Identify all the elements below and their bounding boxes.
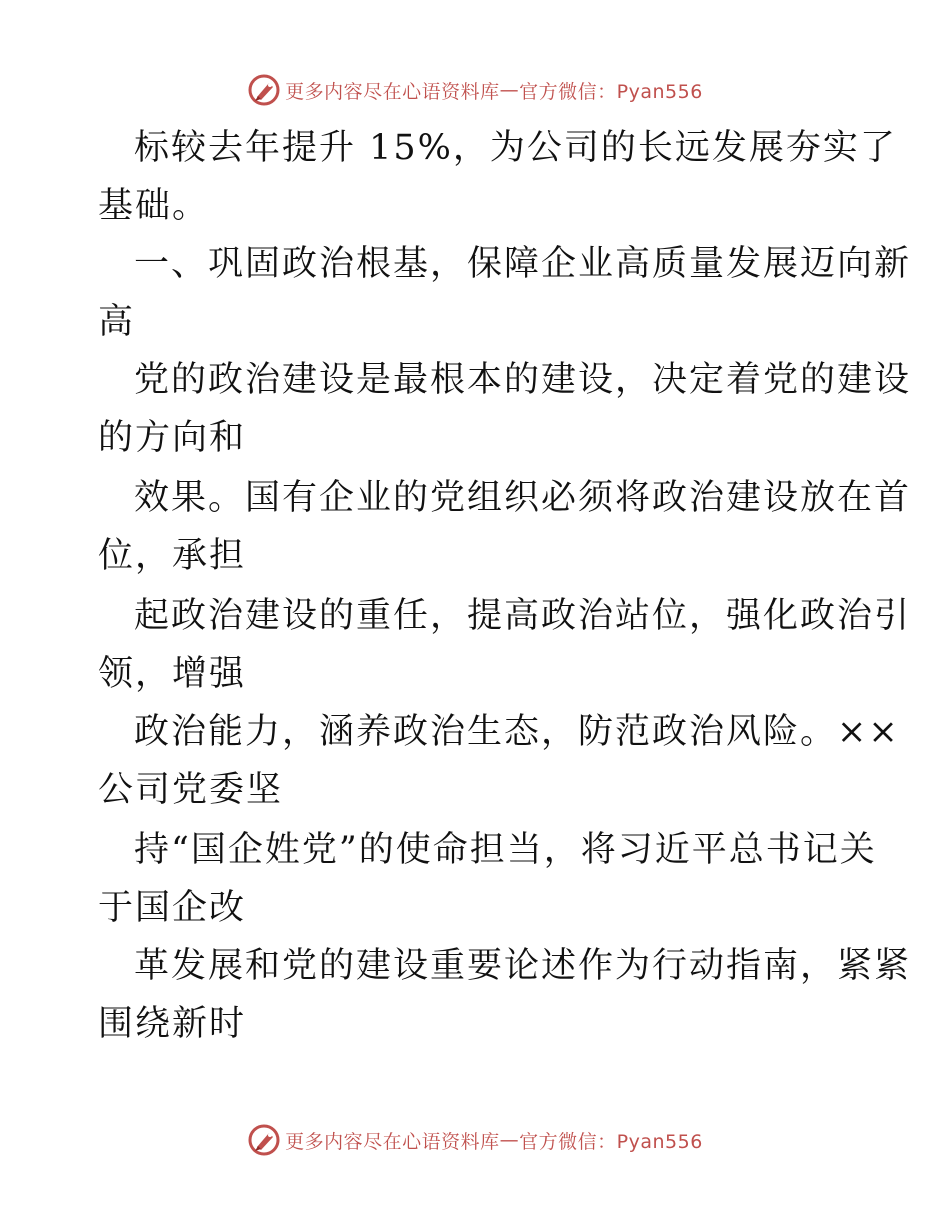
body-line: 于国企改 xyxy=(98,888,247,928)
body-line: 党的政治建设是最根本的建设，决定着党的建设 xyxy=(134,360,912,400)
body-line: 公司党委坚 xyxy=(98,770,284,810)
section-heading: 一、巩固政治根基，保障企业高质量发展迈向新 xyxy=(134,244,912,284)
body-line: 起政治建设的重任，提高政治站位，强化政治引 xyxy=(134,596,912,636)
body-line: 标较去年提升 15%，为公司的长远发展夯实了 xyxy=(134,128,897,168)
body-line: 基础。 xyxy=(98,186,210,226)
watermark-contact: 官方微信：Pyan556 xyxy=(519,80,703,103)
watermark-separator: — xyxy=(499,79,520,101)
header-watermark xyxy=(0,70,950,110)
pen-seal-logo-icon xyxy=(247,1123,281,1157)
watermark-contact: 官方微信：Pyan556 xyxy=(519,1130,703,1153)
body-line: 持“国企姓党”的使命担当，将习近平总书记关 xyxy=(134,830,877,870)
pen-seal-logo-icon xyxy=(247,73,281,107)
body-line: 高 xyxy=(98,302,136,342)
body-line: 政治能力，涵养政治生态，防范政治风险。×× xyxy=(134,712,900,752)
body-line: 效果。国有企业的党组织必须将政治建设放在首 xyxy=(134,478,912,518)
body-line: 的方向和 xyxy=(98,418,247,458)
body-line: 围绕新时 xyxy=(98,1004,247,1044)
watermark-separator: — xyxy=(499,1129,520,1151)
footer-watermark xyxy=(0,1120,950,1160)
watermark-brand: 更多内容尽在心语资料库 xyxy=(285,1130,500,1153)
body-line: 革发展和党的建设重要论述作为行动指南，紧紧 xyxy=(134,946,912,986)
watermark-brand: 更多内容尽在心语资料库 xyxy=(285,80,500,103)
body-line: 位，承担 xyxy=(98,536,247,576)
body-line: 领，增强 xyxy=(98,654,247,694)
